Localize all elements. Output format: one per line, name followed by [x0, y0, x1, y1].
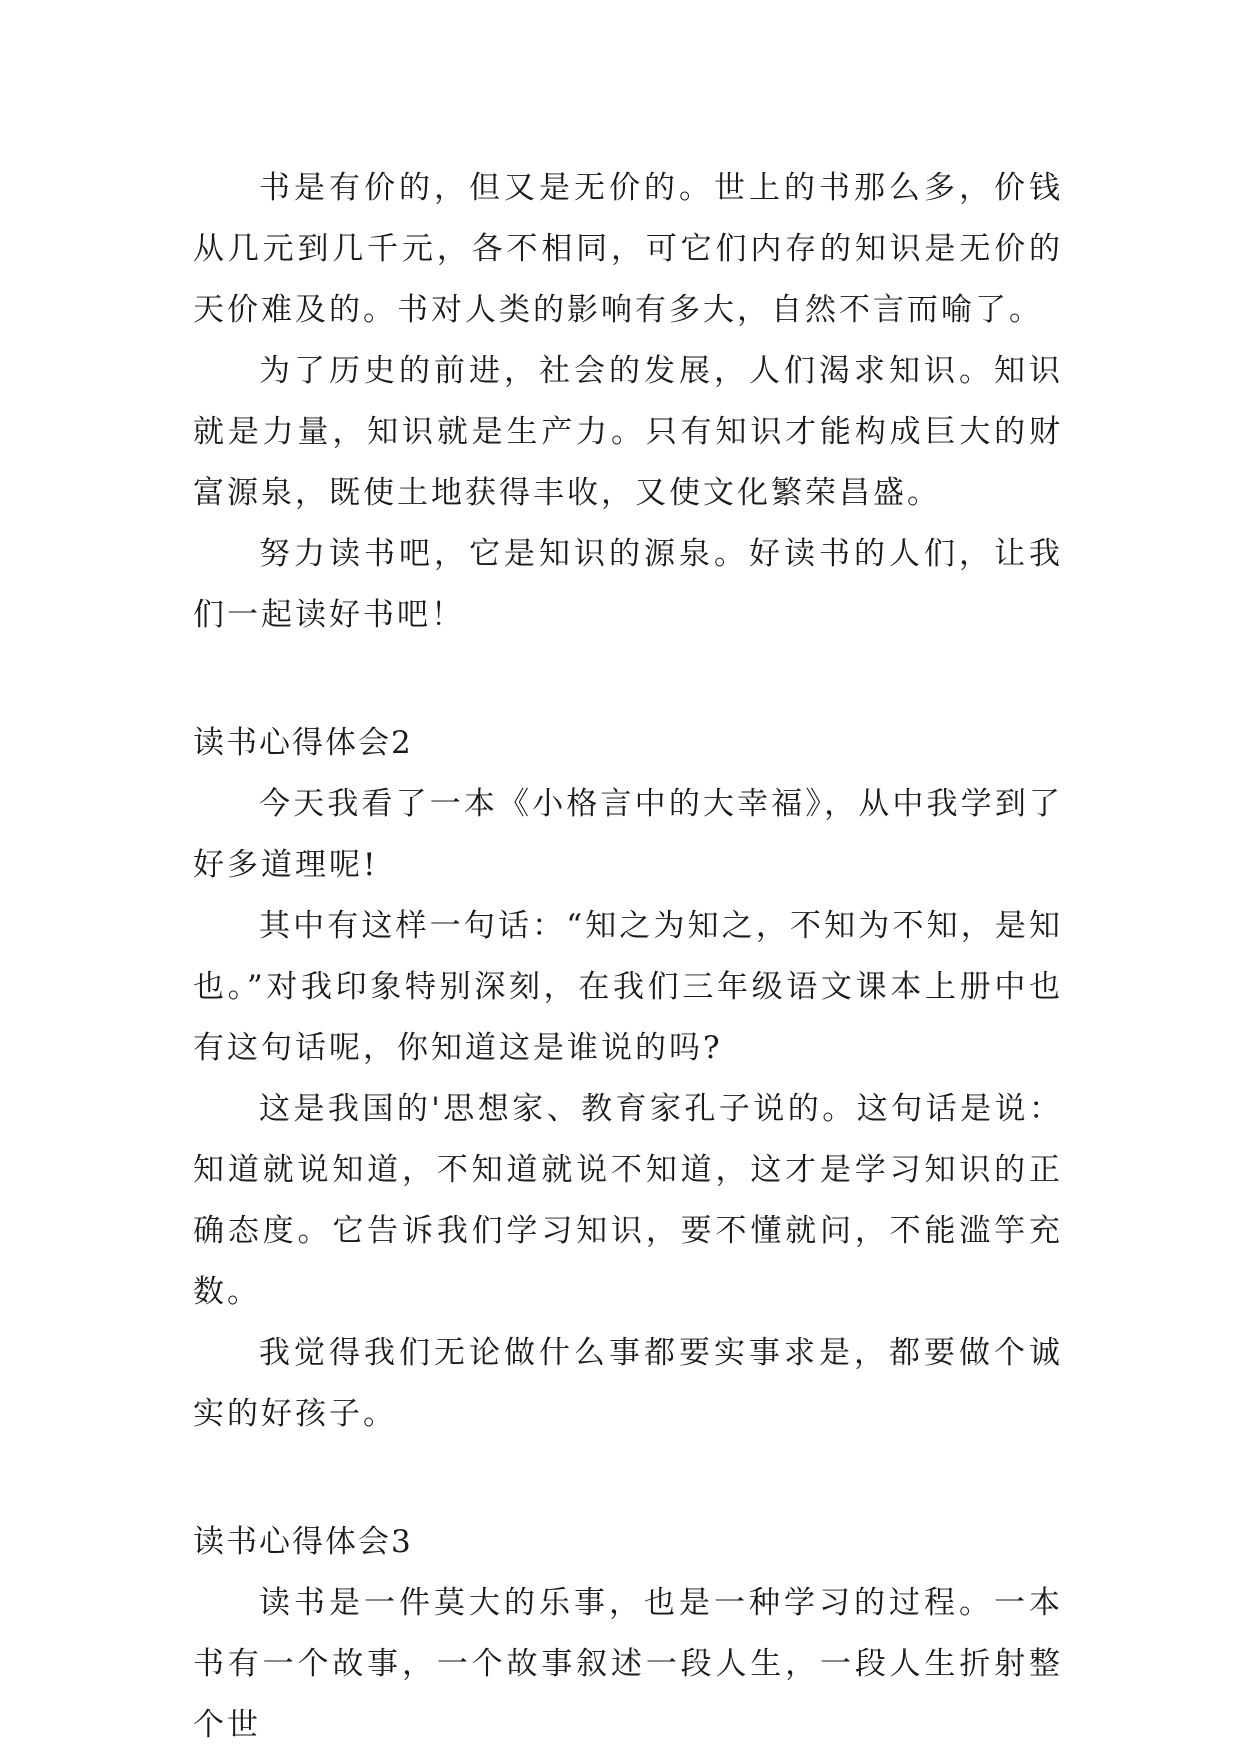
paragraph: 书是有价的，但又是无价的。世上的书那么多，价钱从几元到几千元，各不相同，可它们内存的知识是无价的天价难及的。书对人类的影响有多大，自然不言而喻了。 [193, 170, 1063, 328]
paragraph: 这是我国的'思想家、教育家孔子说的。这句话是说：知道就说知道，不知道就说不知道，这才是学习知识的正确态度。它告诉我们学习知识，要不懂就问，不能滥竽充数。 [193, 1091, 1063, 1310]
paragraph: 为了历史的前进，社会的发展，人们渴求知识。知识就是力量，知识就是生产力。只有知识才能构成巨大的财富源泉，既使土地获得丰收，又使文化繁荣昌盛。 [193, 353, 1063, 511]
document-body [193, 158, 1063, 1756]
section-heading: 读书心得体会2 [193, 725, 413, 761]
section-heading: 读书心得体会3 [193, 1524, 413, 1560]
paragraph: 其中有这样一句话：“知之为知之，不知为不知，是知也。”对我印象特别深刻，在我们三年级语文课本上册中也有这句话呢，你知道这是谁说的吗? [193, 908, 1063, 1066]
paragraph: 今天我看了一本《小格言中的大幸福》，从中我学到了好多道理呢! [193, 786, 1063, 883]
paragraph: 我觉得我们无论做什么事都要实事求是，都要做个诚实的好孩子。 [193, 1335, 1063, 1432]
paragraph: 读书是一件莫大的乐事，也是一种学习的过程。一本书有一个故事，一个故事叙述一段人生，一段人生折射整个世 [193, 1585, 1063, 1743]
paragraph: 努力读书吧，它是知识的源泉。好读书的人们，让我们一起读好书吧！ [193, 536, 1063, 633]
